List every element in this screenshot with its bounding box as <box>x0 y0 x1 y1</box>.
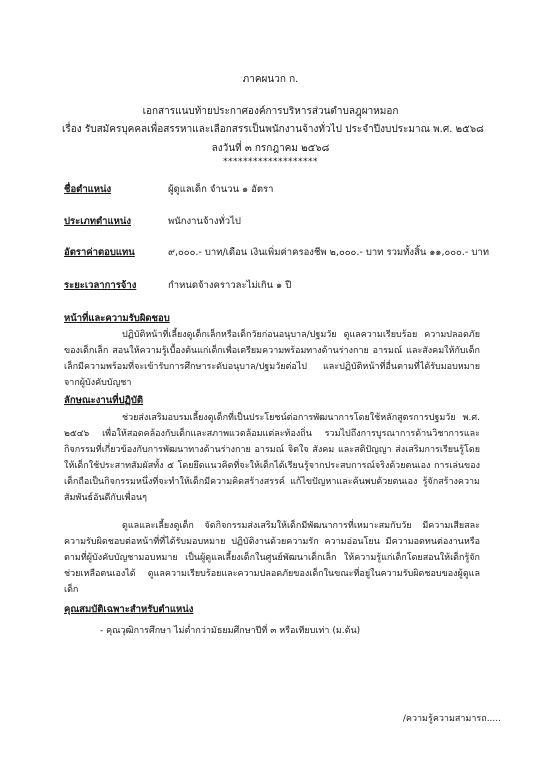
work-paragraph-1: ช่วยส่งเสริมอบรมเลี้ยงดูเด็กที่เป็นประโยชน์ต่อการพัฒนาการโดยใช้หลักสูตรการปฐมวัย พ.ศ. ๒๕๔๖ เพื่อให้สอดคล้องกับเด็กและสภาพแวดล้อมแต่ละท้องถิ่น รวมไปถึงการบูรณาการด้านวิชาการและกิจกรรมที่เกี่ยวข้องกับการพัฒนาทางด้านร่างกาย อารมณ์ จิตใจ สังคม และสติปัญญา ส่งเสริมการเรียนรู้โดยให้เด็กใช้ประสาทสัมผัสทั้ง ๕ โดยยึดแนวคิดที่จะให้เด็กได้เรียนรู้จากประสบการณ์จริงด้วยตนเอง การเล่นของเด็กถือเป็นกิจกรรมหนึ่งที่จะทำให้เด็กมีความคิดสร้างสรรค์ แก้ไขปัญหาและค้นพบด้วยตนเอง รู้จักสร้างความสัมพันธ์อันดีกับเพื่อนๆ <box>64 413 480 503</box>
qualification-item: - คุณวุฒิการศึกษา ไม่ต่ำกว่ามัธยมศึกษาปีที่ ๓ หรือเทียบเท่า (ม.ต้น) <box>100 626 361 636</box>
work-paragraph-2: ดูแลและเลี้ยงดูเด็ก จัดกิจกรรมส่งเสริมให้เด็กมีพัฒนาการที่เหมาะสมกับวัย มีความเสียสละ ความรับผิดชอบต่อหน้าที่ที่ได้รับมอบหมาย ปฏิบัติงานด้วยความรัก ความอ่อนโยน มีความอดทนต่องานหรือตามที่ผู้บังคับบัญชามอบหมาย เป็นผู้ดูแลเลี้ยงเด็กในศูนย์พัฒนาเด็กเล็ก ให้ความรู้แก่เด็กโดยสอนให้เด็กรู้จักช่วยเหลือตนเองได้ ดูแลความเรียบร้อยและความปลอดภัยของเด็กในขณะที่อยู่ในความรับผิดชอบของผู้ดูแลเด็ก <box>64 521 480 595</box>
field-value-term: กำหนดจ้างคราวละไม่เกิน ๑ ปี <box>168 280 292 291</box>
document-date: ลงวันที่ ๓ กรกฎาคม ๒๕๖๘ <box>211 143 330 154</box>
duties-heading: หน้าที่และความรับผิดชอบ <box>64 313 170 324</box>
field-value-position: ผู้ดูแลเด็ก จำนวน ๑ อัตรา <box>168 184 274 195</box>
duties-paragraph: ปฏิบัติหน้าที่เลี้ยงดูเด็กเล็กหรือเด็กวัยก่อนอนุบาล/ปฐมวัย ดูแลความเรียบร้อย ความปลอดภัยของเด็กเล็ก สอนให้ความรู้เบื้องต้นแก่เด็กเพื่อเตรียมความพร้อมทางด้านร่างกาย อารมณ์ และสังคมให้กับเด็กเล็กมีความพร้อมที่จะเข้ารับการศึกษาระดับอนุบาล/ปฐมวัยต่อไป และปฏิบัติหน้าที่อื่นตามที่ได้รับมอบหมายจากผู้บังคับบัญชา <box>64 330 480 388</box>
document-subject: เรื่อง รับสมัครบุคคลเพื่อสรรหาและเลือกสรรเป็นพนักงานจ้างทั่วไป ประจำปีงบประมาณ พ.ศ. ๒๕๖๘ <box>62 124 484 135</box>
document-title: เอกสารแนบท้ายประกาศองค์การบริหารส่วนตำบลฎุผาหมอก <box>142 106 399 117</box>
annex-label: ภาคผนวก ก. <box>242 74 299 85</box>
field-label-type: ประเภทตำแหน่ง <box>64 216 132 227</box>
qualifications-heading: คุณสมบัติเฉพาะสำหรับตำแหน่ง <box>64 604 194 615</box>
field-value-salary: ๙,๐๐๐.- บาท/เดือน เงินเพิ่มค่าครองชีพ ๒,๐๐๐.- บาท รวมทั้งสิ้น ๑๑,๐๐๐.- บาท <box>168 247 489 258</box>
continuation-note: /ความรู้ความสามารถ..... <box>402 714 501 724</box>
field-value-type: พนักงานจ้างทั่วไป <box>168 216 241 227</box>
work-heading: ลักษณะงานที่ปฏิบัติ <box>64 395 144 406</box>
field-label-position: ชื่อตำแหน่ง <box>64 184 112 195</box>
field-label-term: ระยะเวลาการจ้าง <box>64 280 137 291</box>
separator-stars: ******************* <box>223 157 318 167</box>
field-label-salary: อัตราค่าตอบแทน <box>64 247 135 258</box>
